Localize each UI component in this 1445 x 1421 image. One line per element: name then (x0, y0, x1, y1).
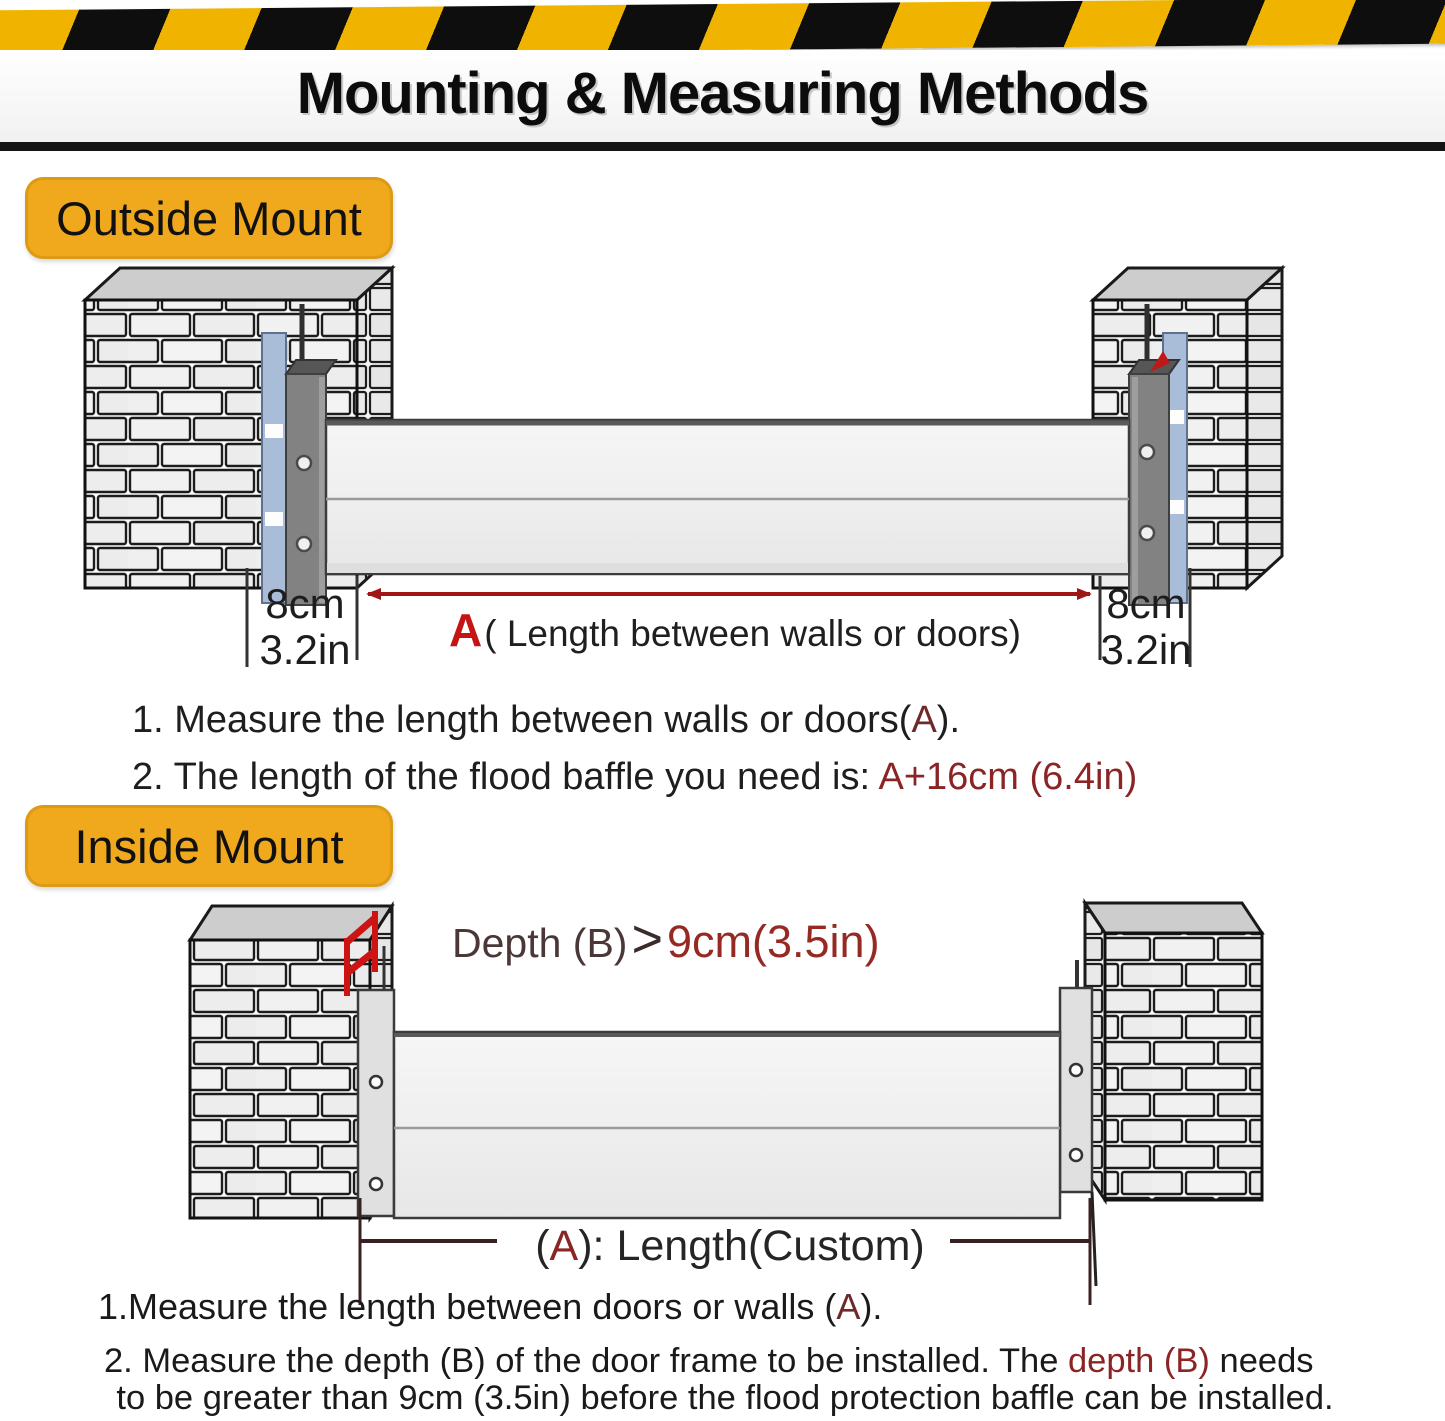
outside-step-2: 2. The length of the flood baffle you need is: A+16cm (6.4in) (132, 756, 1138, 798)
dim-left-cm: 8cm (265, 580, 345, 627)
outside-mount-badge-label: Outside Mount (56, 191, 362, 245)
flood-barrier-inside (394, 1032, 1060, 1218)
length-between-walls-label: A ( Length between walls or doors) (448, 604, 1022, 656)
pillar-corner-line (1092, 1192, 1096, 1286)
inside-step-2-line2: to be greater than 9cm (3.5in) before the flood protection baffle can be installed. (116, 1379, 1334, 1417)
screw (297, 456, 311, 470)
inside-step-2-line1: 2. Measure the depth (B) of the door frame to be installed. The depth (B) needs (104, 1342, 1314, 1380)
screw-hole (370, 1076, 382, 1088)
length-variable-a: A (448, 604, 483, 656)
screw (1140, 445, 1154, 459)
greater-than-sign: > (631, 909, 663, 969)
screw-hole (1070, 1149, 1082, 1161)
dim-left-in: 3.2in (259, 626, 351, 673)
dim-right-in: 3.2in (1100, 626, 1192, 673)
flood-barrier-outside (326, 420, 1129, 574)
screw-hole (1070, 1064, 1082, 1076)
screw (1140, 526, 1154, 540)
inside-step-1: 1.Measure the length between doors or walls (A). (98, 1286, 883, 1327)
mounting-channel-right (1060, 988, 1092, 1192)
outside-mount-instructions (132, 692, 1137, 806)
inside-mount-badge-label: Inside Mount (74, 819, 344, 873)
screw-hole (370, 1178, 382, 1190)
screw (297, 537, 311, 551)
blue-channel-left (262, 333, 286, 603)
mounting-channel-left (358, 990, 394, 1216)
length-custom-label: (A): Length(Custom) (535, 1222, 925, 1270)
depth-annotation: Depth (B) > 9cm(3.5in) (452, 909, 880, 969)
brick-pillar-right-inside (1085, 903, 1262, 1200)
page-title: Mounting & Measuring Methods (296, 61, 1149, 126)
dim-right-cm: 8cm (1106, 580, 1186, 627)
outside-step-1: 1. Measure the length between walls or doors(A). (132, 699, 961, 741)
